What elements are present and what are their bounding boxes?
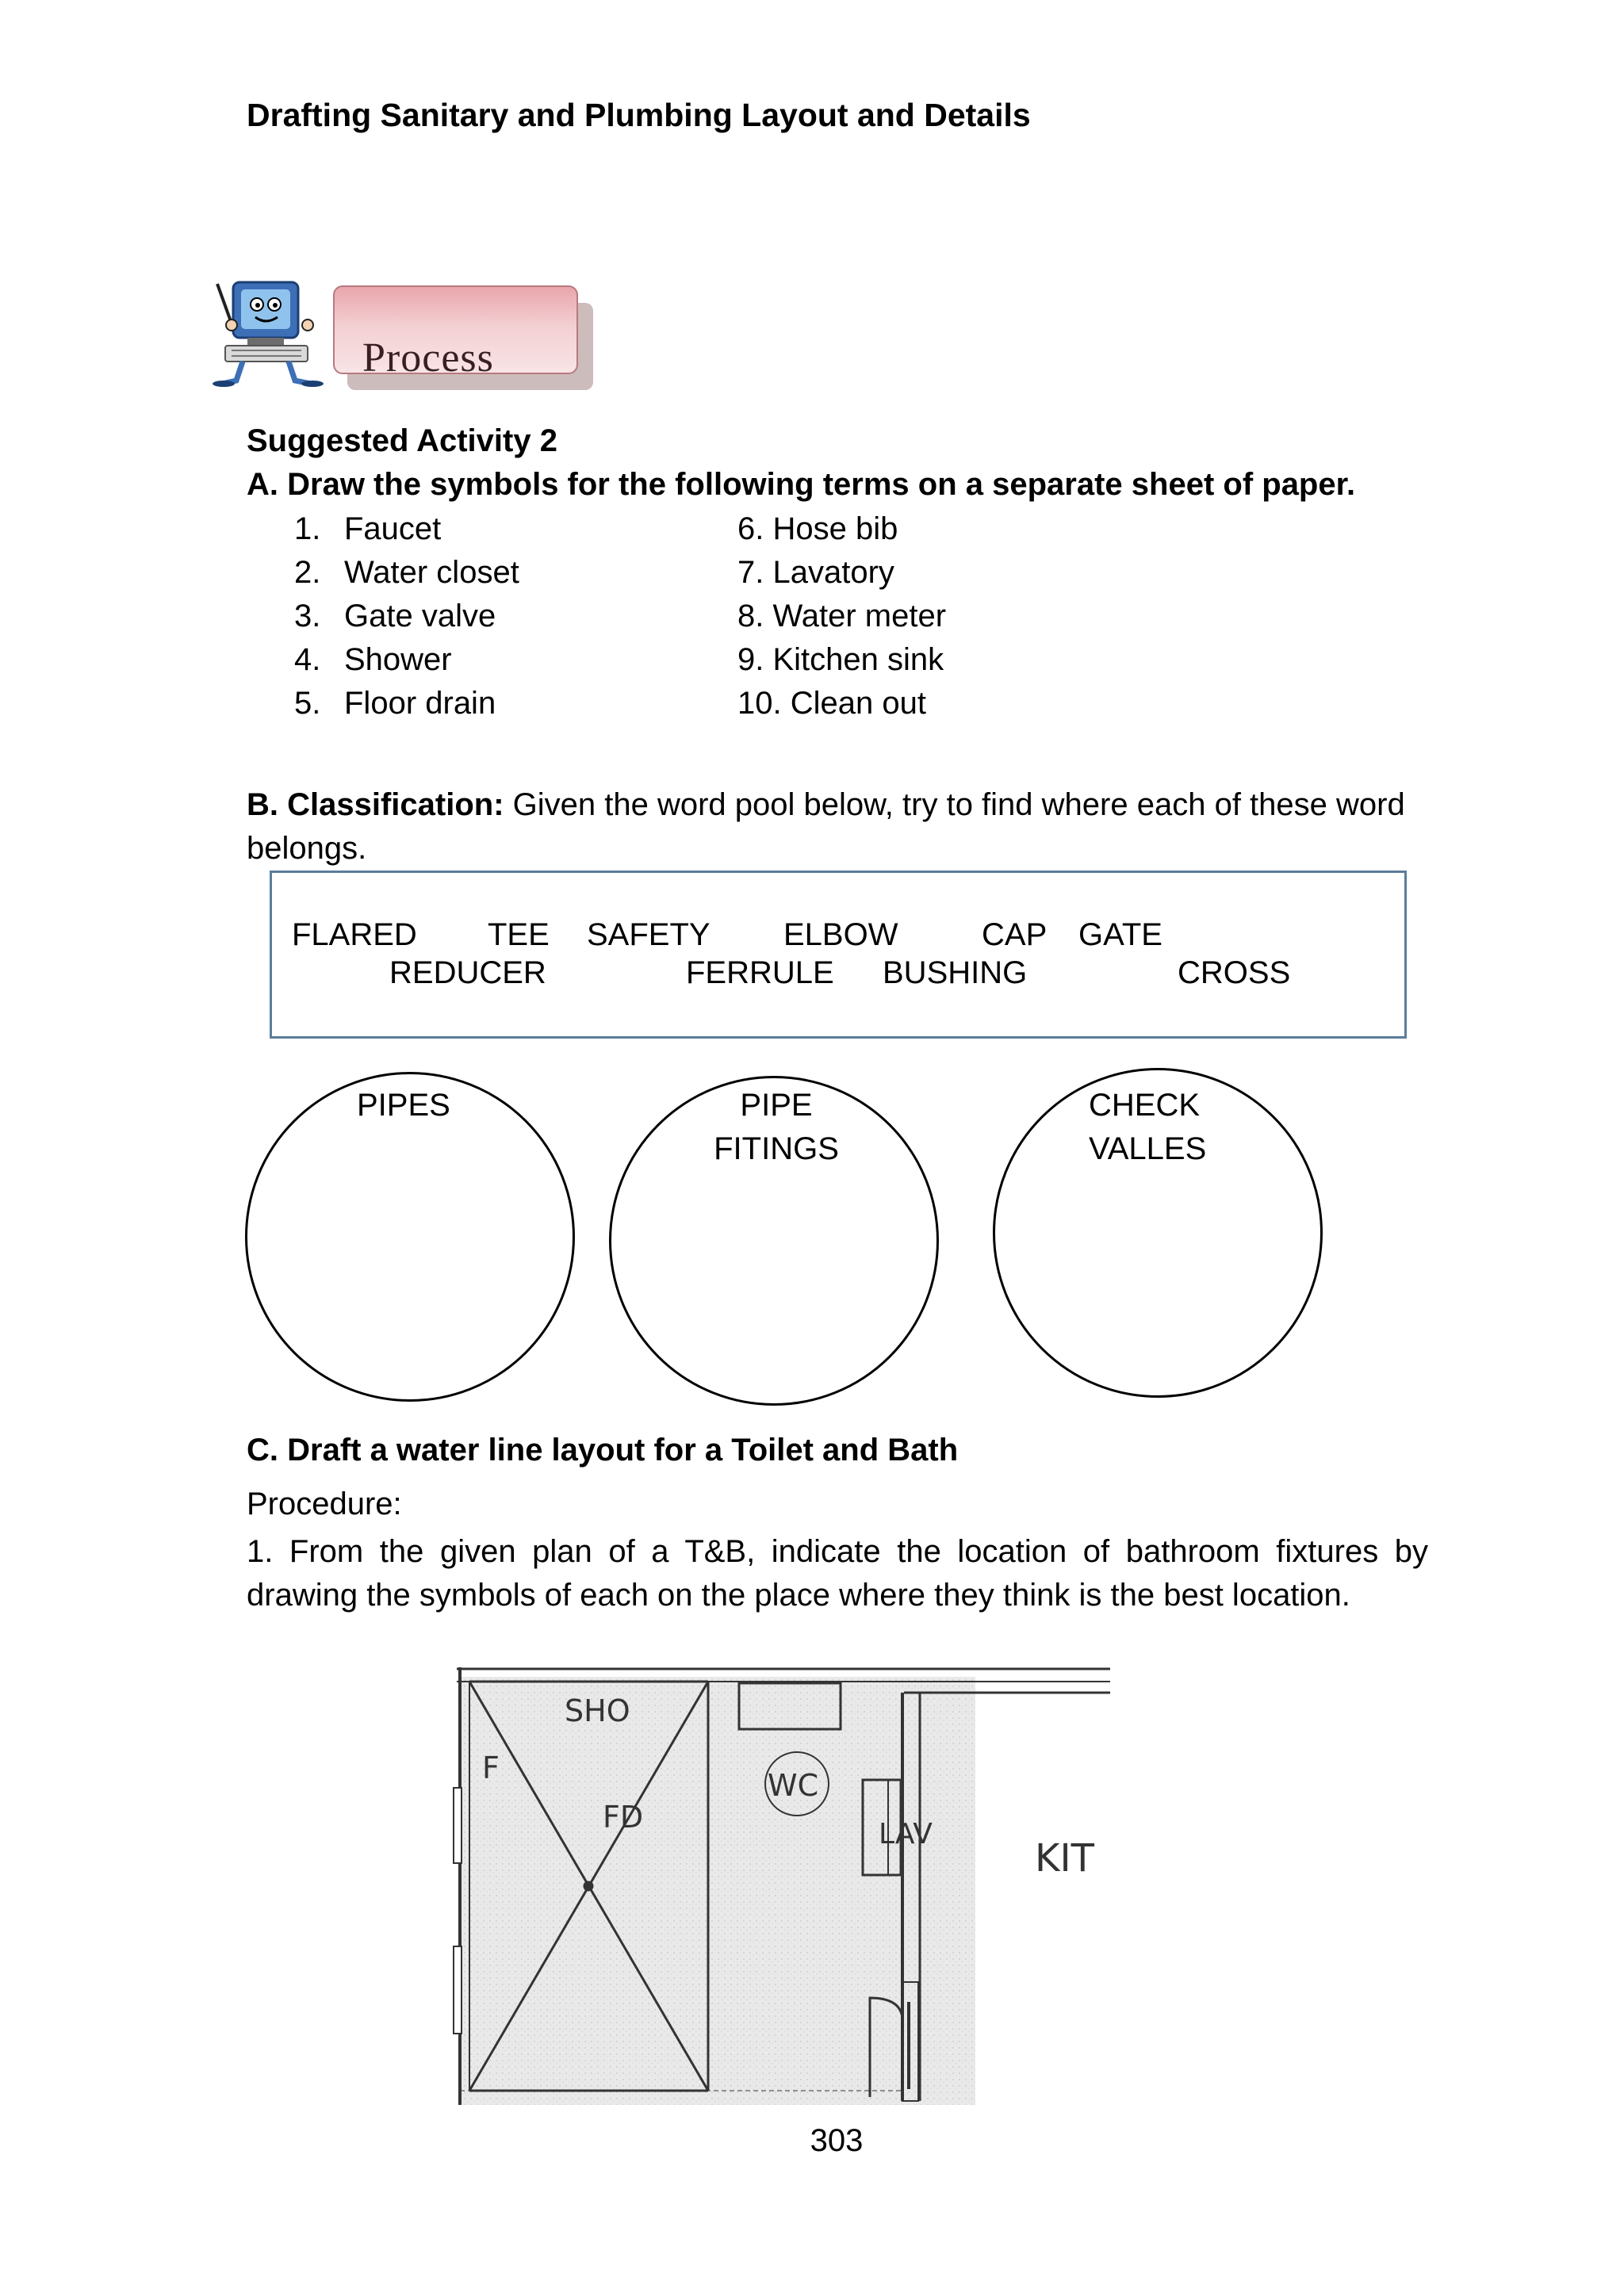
document-header: Drafting Sanitary and Plumbing Layout and Details: [247, 97, 1031, 133]
plan-label-kit: KIT: [1035, 1836, 1094, 1881]
part-b-label: B. Classification:: [247, 787, 504, 822]
word-pool-item: BUSHING: [883, 955, 1028, 990]
process-banner: [333, 285, 595, 392]
list-item: 3. Gate valve: [294, 599, 496, 633]
list-item: 1. Faucet: [294, 511, 442, 546]
word-pool-item: GATE: [1078, 917, 1162, 952]
word-pool-item: REDUCER: [389, 955, 546, 990]
activity-title: Suggested Activity 2: [247, 423, 557, 458]
word-pool-item: CROSS: [1178, 955, 1291, 990]
word-pool-item: ELBOW: [783, 917, 898, 952]
word-pool-item: SAFETY: [587, 917, 710, 952]
word-pool-item: CAP: [982, 917, 1048, 952]
word-pool-item: TEE: [488, 917, 550, 952]
procedure-step: 1. From the given plan of a T&B, indicate the location of bathroom fixtures by drawing the symbols of each on the place where they think is the best location.: [247, 1534, 1428, 1613]
plan-label-fd: FD: [603, 1800, 644, 1835]
pipe-fittings-circle: [609, 1076, 939, 1406]
plan-label-f: F: [482, 1751, 500, 1785]
part-c-instruction: C. Draft a water line layout for a Toilet and Bath: [247, 1433, 959, 1468]
process-label: Process: [362, 335, 494, 374]
process-banner-box: [333, 285, 578, 374]
word-pool-box: [270, 871, 1407, 1039]
part-b-instruction: [247, 783, 1436, 871]
computer-mascot-icon: [208, 268, 343, 387]
circle-label: CHECK VALLES: [1089, 1088, 1207, 1166]
plan-label-sho: SHO: [565, 1693, 630, 1728]
word-pool-item: FLARED: [292, 917, 417, 952]
page-number: 303: [810, 2123, 864, 2158]
toilet-bath-floor-plan: [444, 1621, 1158, 2105]
procedure-label: Procedure:: [247, 1487, 402, 1521]
list-item: 6. Hose bib: [737, 511, 898, 546]
pipes-circle: [245, 1072, 575, 1402]
terms-list-right: [737, 507, 946, 725]
part-b-text: Given the word pool below, try to find where each of these word belongs.: [247, 787, 1405, 866]
plan-label-wc: WC: [768, 1768, 819, 1803]
check-valves-circle: [993, 1068, 1323, 1398]
list-item: 5. Floor drain: [294, 686, 496, 721]
list-item: 7. Lavatory: [737, 555, 894, 590]
circle-label: PIPE FITINGS: [714, 1088, 839, 1166]
terms-list-left: [294, 507, 519, 725]
plan-label-lav: LAV: [879, 1818, 933, 1850]
list-item: 2. Water closet: [294, 555, 519, 590]
list-item: 4. Shower: [294, 642, 452, 677]
part-a-instruction: A. Draw the symbols for the following terms on a separate sheet of paper.: [247, 467, 1356, 502]
list-item: 8. Water meter: [737, 599, 947, 633]
list-item: 9. Kitchen sink: [737, 642, 944, 677]
word-pool-item: FERRULE: [686, 955, 834, 990]
list-item: 10. Clean out: [737, 686, 926, 721]
circle-label: PIPES: [357, 1088, 450, 1123]
